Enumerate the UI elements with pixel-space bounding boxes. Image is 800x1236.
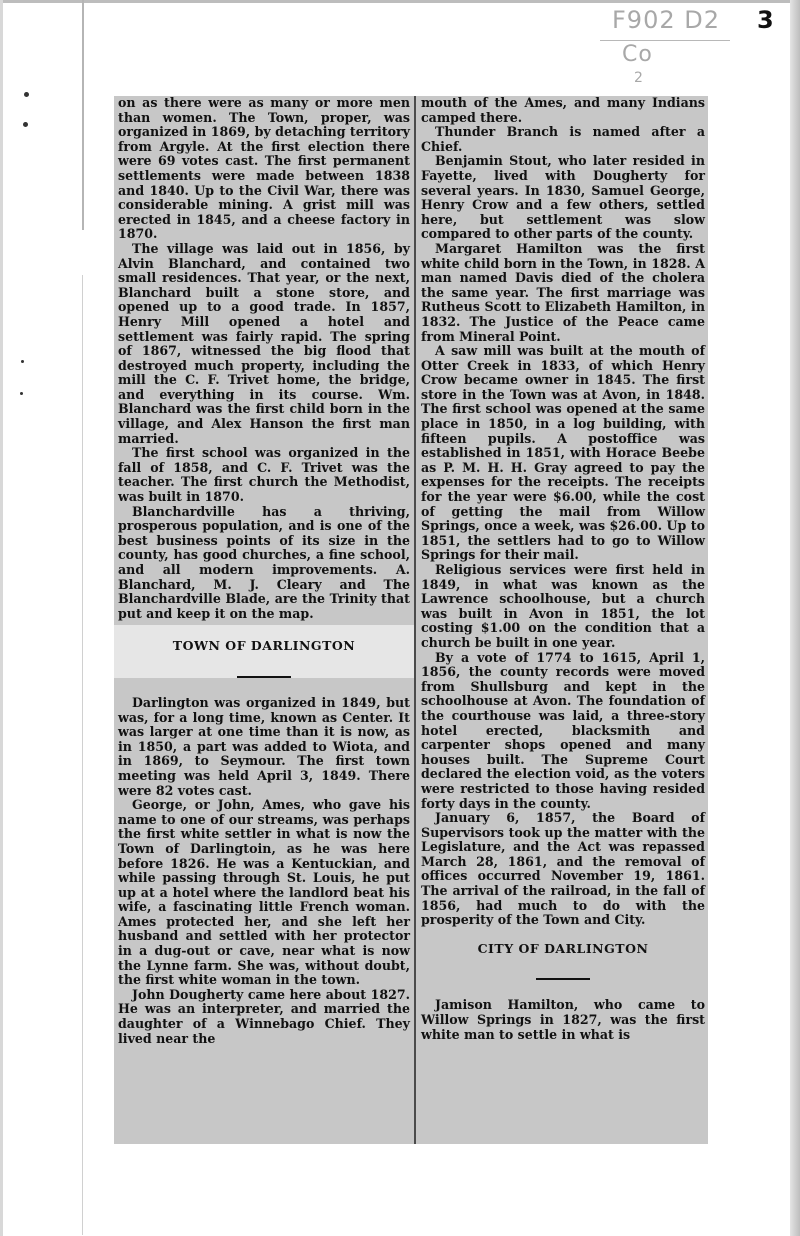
catalog-code-annotation: F902 D2 [612, 6, 720, 34]
paragraph: Benjamin Stout, who later resided in Fayette, lived with Dougherty for several years. In 1830, Samuel George, Henry Crow and a few others, settled here, but settlement was slow compared to other parts of the county. [421, 153, 705, 242]
left-column [118, 96, 410, 1046]
section-heading: CITY OF DARLINGTON [477, 940, 649, 956]
heading-rule [237, 676, 291, 678]
paragraph: January 6, 1857, the Board of Supervisors took up the matter with the Legislature, and the Act was repassed March 28, 1861, and the removal of offices occurred November 19, 1861. The arrival of the railroad, in the fall of 1856, had much to do with the prosperity of the Town and City. [421, 810, 705, 928]
paragraph: George, or John, Ames, who gave his name to one of our streams, was perhaps the first white settler in what is now the Town of Darlingtoin, as he was here before 1826. He was a Kentuckian, and while passing through St. Louis, he put up at a hotel where the landlord beat his wife, a fascinating little French woman. Ames protected her, and she left her husband and settled with her protector in a dug-out or cave, near what is now the Lynne farm. She was, without doubt, the first white woman in the town. [118, 797, 410, 988]
page-edge-left [0, 0, 3, 1236]
town-of-darlington-section [114, 625, 414, 678]
paragraph: Blanchardville has a thriving, prosperous population, and is one of the best business points of its size in the county, has good churches, a fine school, and all modern improvements. A. Blanchard, M. J. Cleary and The Blanchardville Blade, are the Trinity that put and keep it on the map. [118, 503, 410, 621]
paragraph: Margaret Hamilton was the first white child born in the Town, in 1828. A man named Davis died of the cholera the same year. The first marriage was Rutheus Scott to Elizabeth Hamilton, in 1832. The Justice of the Peace came from Mineral Point. [421, 240, 705, 344]
paragraph: The village was laid out in 1856, by Alvin Blanchard, and contained two small residences. That year, or the next, Blanchard built a stone store, and opened up to a good trade. In 1857, Henry Mill opened a hotel and settlement was fairly rapid. The spring of 1867, witnessed the big flood that destroyed much property, including the mill the C. F. Trivet home, the bridge, and everything in its course. Wm. Blanchard was the first child born in the village, and Alex Hanson the first man married. [118, 240, 410, 446]
paragraph: A saw mill was built at the mouth of Otter Creek in 1833, of which Henry Crow became owner in 1845. The first store in the Town was at Avon, in 1848. The first school was opened at the same place in 1850, in a log building, with fifteen pupils. A postoffice was established in 1851, with Horace Beebe as P. M. H. H. Gray agreed to pay the expenses for the receipts. The receipts for the year were $6.00, while the cost of getting the mail from Willow Springs, once a week, was $26.00. Up to 1851, the settlers had to go to Willow Springs for their mail. [421, 343, 705, 563]
city-of-darlington-section [421, 928, 705, 981]
punch-mark [23, 122, 28, 127]
paragraph: By a vote of 1774 to 1615, April 1, 1856, the county records were moved from Shullsburg and kept in the schoolhouse at Avon. The foundation of the courthouse was laid, a three-story hotel erected, blacksmith and carpenter shops opened and many houses built. The Supreme Court declared the election void, as the voters were restricted to those having resided forty days in the county. [421, 649, 705, 811]
newspaper-clipping [114, 96, 708, 1144]
paragraph: mouth of the Ames, and many Indians camped there. [421, 95, 705, 125]
annotation-underline [600, 40, 730, 41]
column-divider [414, 96, 416, 1144]
punch-mark [21, 360, 24, 363]
section-heading: TOWN OF DARLINGTON [172, 638, 356, 654]
page-number: 3 [757, 6, 774, 34]
punch-mark [24, 92, 29, 97]
fold-line-lower [82, 275, 83, 1235]
sub-number-annotation: 2 [634, 70, 644, 86]
paragraph: on as there were as many or more men than women. The Town, proper, was organized in 1869, by detaching territory from Argyle. At the first election there were 69 votes cast. The first permanent settlements were made between 1838 and 1840. Up to the Civil War, there was considerable mining. A grist mill was erected in 1845, and a cheese factory in 1870. [118, 95, 410, 242]
heading-rule [536, 978, 590, 980]
paragraph: John Dougherty came here about 1827. He was an interpreter, and married the daughter of a Winnebago Chief. They lived near the [118, 986, 410, 1046]
paragraph: Darlington was organized in 1849, but was, for a long time, known as Center. It was larger at one time than it is now, as in 1850, a part was added to Wiota, and in 1869, to Seymour. The first town meeting was held April 3, 1849. There were 82 votes cast. [118, 694, 410, 798]
punch-mark [20, 392, 23, 395]
page-edge-right [790, 0, 800, 1236]
fold-line [82, 0, 84, 230]
page-edge-top [0, 0, 800, 3]
paragraph: Thunder Branch is named after a Chief. [421, 124, 705, 154]
paragraph: Jamison Hamilton, who came to Willow Springs in 1827, was the first white man to settle in what is [421, 997, 705, 1042]
co-annotation: Co [622, 42, 653, 67]
paragraph: Religious services were first held in 1849, in what was known as the Lawrence schoolhouse, but a church was built in Avon in 1851, the lot costing $1.00 on the condition that a church be built in one year. [421, 562, 705, 650]
right-column [421, 96, 705, 1042]
paragraph: The first school was organized in the fall of 1858, and C. F. Trivet was the teacher. The first church the Methodist, was built in 1870. [118, 445, 410, 505]
